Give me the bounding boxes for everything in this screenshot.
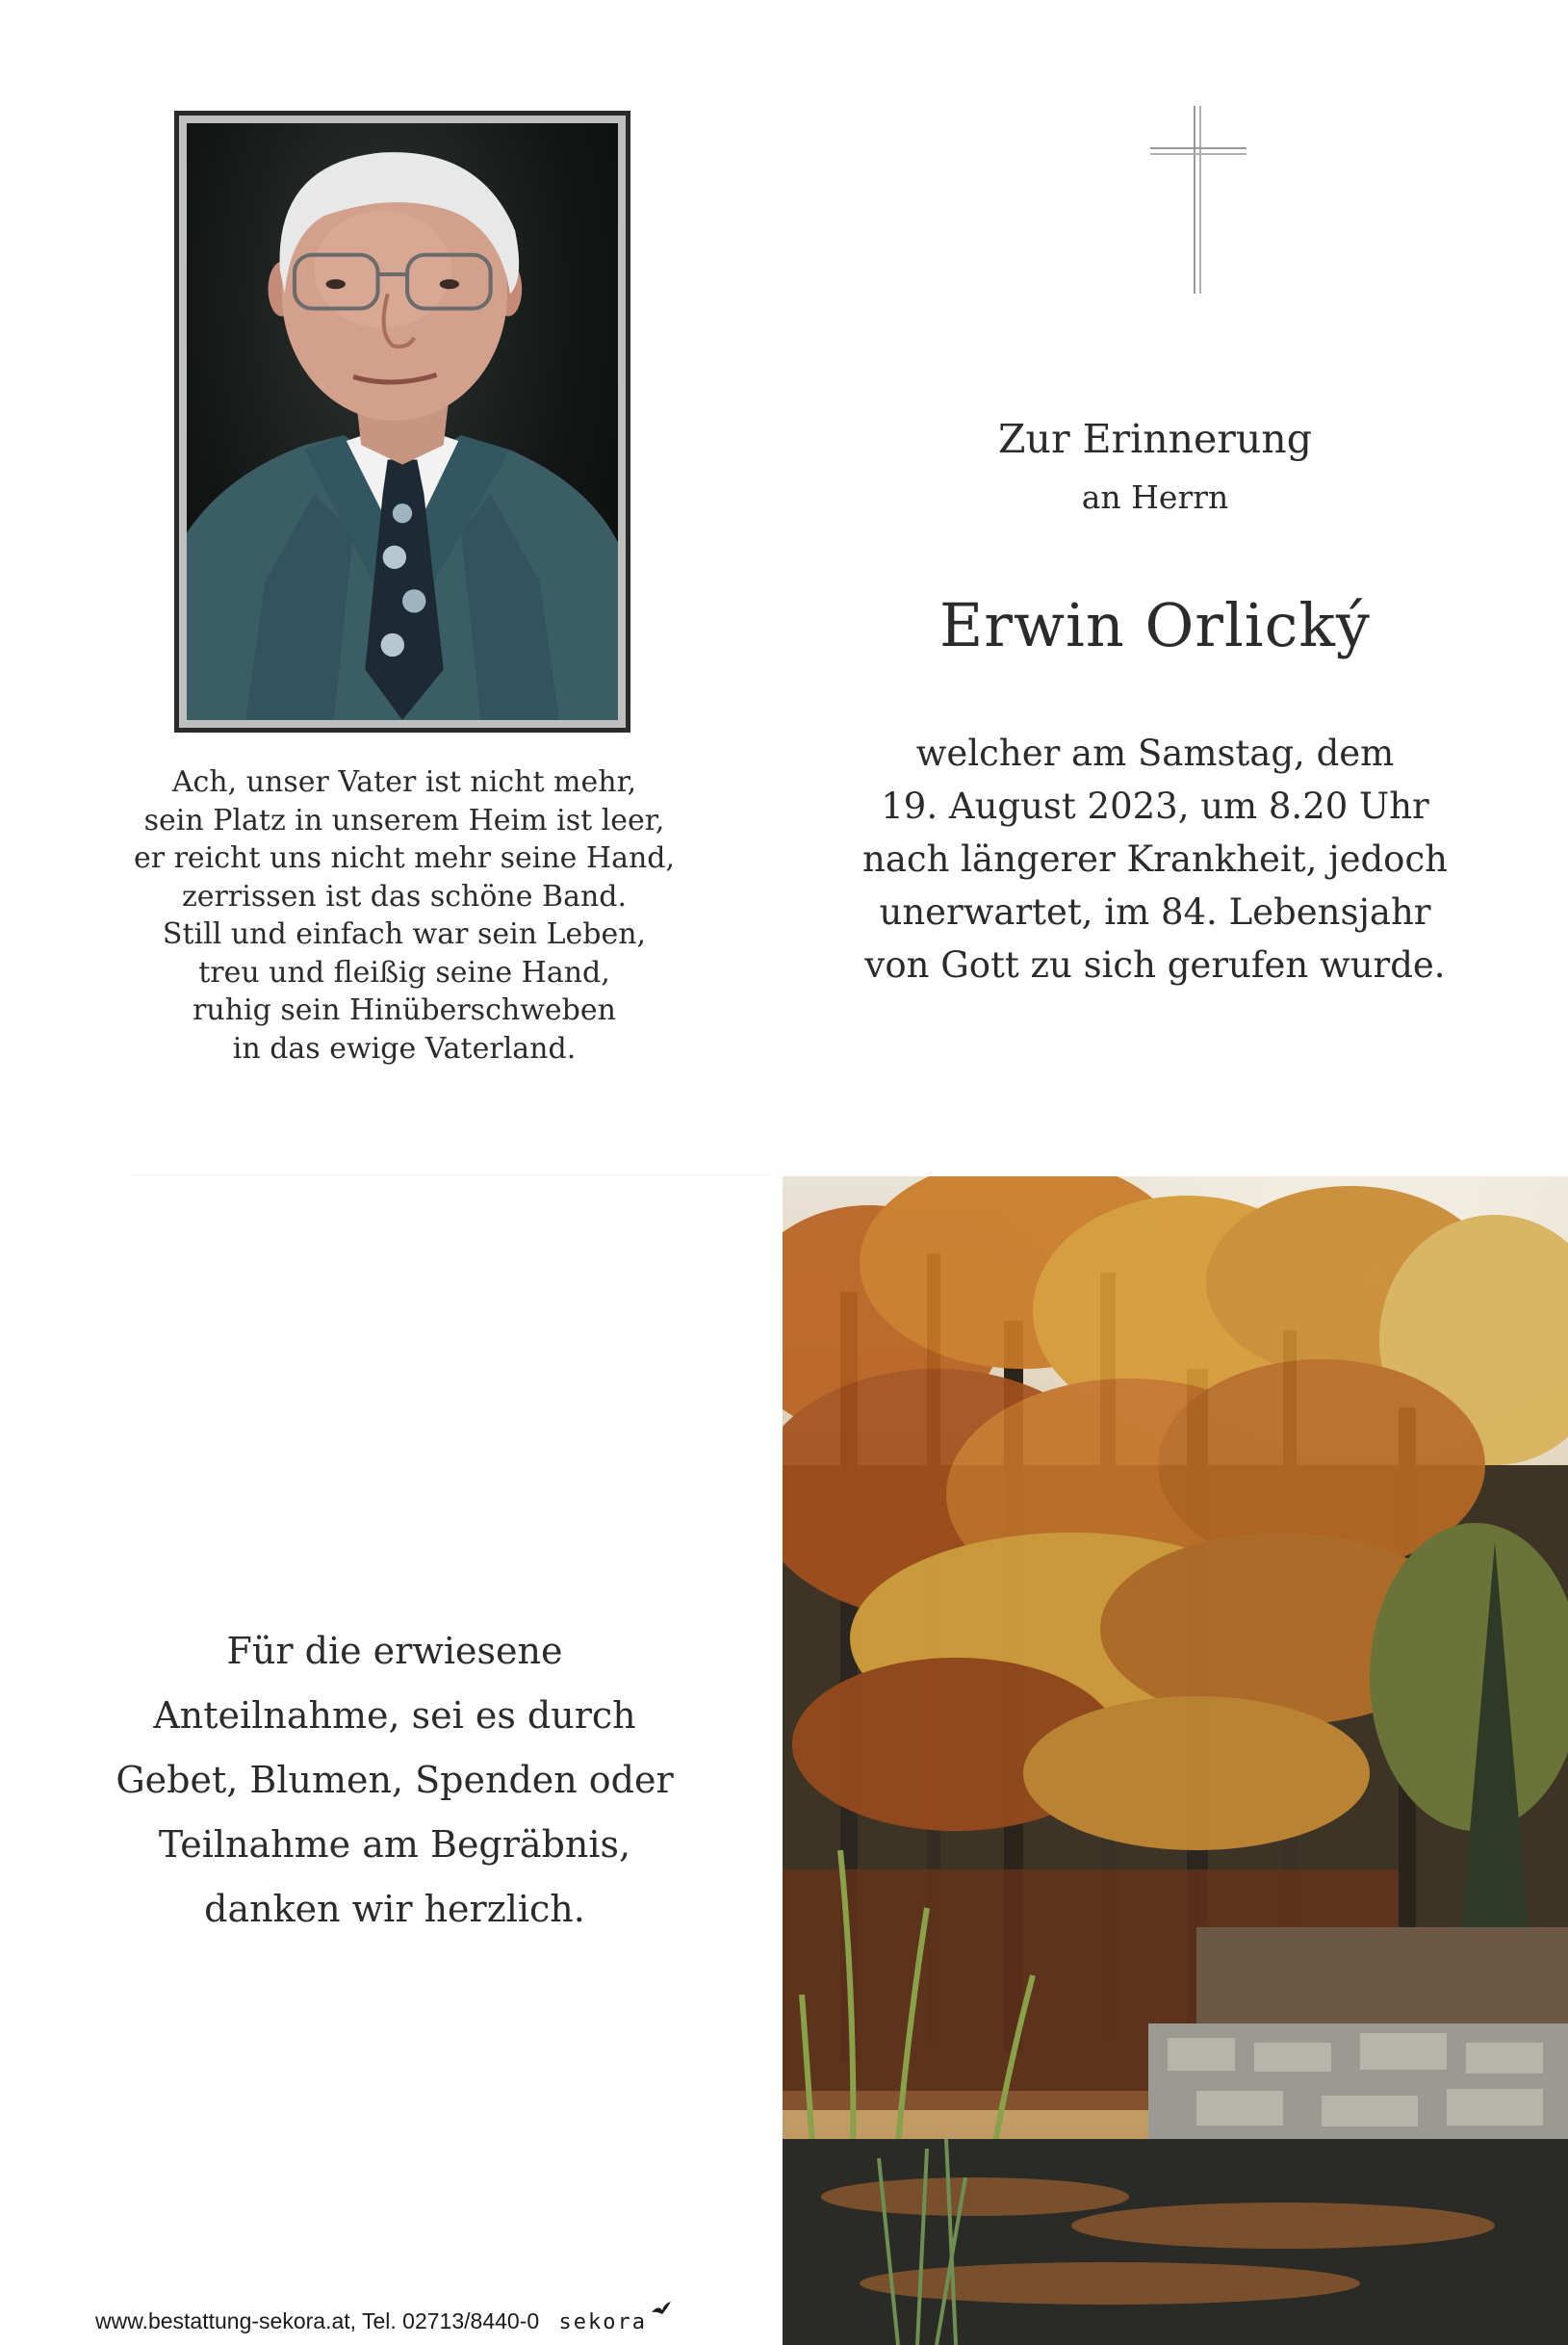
brand-name: sekora <box>558 2310 648 2334</box>
thanks-line: Für die erwiesene <box>226 1630 563 1672</box>
death-notice-line: unerwartet, im 84. Lebensjahr <box>879 891 1431 933</box>
brand-logo <box>559 2310 647 2334</box>
thanks-line: danken wir herzlich. <box>204 1888 585 1930</box>
death-notice-line: nach längerer Krankheit, jedoch <box>861 838 1448 880</box>
poem-line: treu und fleißig seine Hand, <box>198 955 610 990</box>
thanks-message <box>106 1619 683 1942</box>
poem-line: er reicht uns nicht mehr seine Hand, <box>133 841 676 875</box>
portrait-photo-frame <box>174 111 630 733</box>
bird-icon <box>651 2301 672 2318</box>
fold-divider <box>133 1174 768 1175</box>
honorific-text: an Herrn <box>1081 478 1229 516</box>
portrait-photo <box>187 123 618 720</box>
remembrance-heading: Zur Erinnerung <box>998 416 1312 462</box>
poem-line: sein Platz in unserem Heim ist leer, <box>143 803 665 838</box>
death-notice-line: welcher am Samstag, dem <box>915 733 1395 774</box>
portrait-illustration <box>187 123 618 720</box>
thanks-line: Gebet, Blumen, Spenden oder <box>116 1759 674 1801</box>
poem-line: Still und einfach war sein Leben, <box>162 917 647 951</box>
deceased-name: Erwin Orlický <box>939 590 1371 660</box>
death-notice <box>828 727 1482 992</box>
poem-line: zerrissen ist das schöne Band. <box>181 879 628 914</box>
death-notice-line: 19. August 2023, um 8.20 Uhr <box>881 786 1429 827</box>
death-notice-line: von Gott zu sich gerufen wurde. <box>864 944 1446 986</box>
cross-icon <box>1150 106 1247 294</box>
funeral-home-contact: www.bestattung-sekora.at, Tel. 02713/8440-0 <box>95 2308 540 2333</box>
poem-line: ruhig sein Hinüberschweben <box>193 993 616 1027</box>
autumn-landscape-photo <box>783 1176 1568 2345</box>
memorial-poem <box>116 763 693 1068</box>
thanks-line: Teilnahme am Begräbnis, <box>158 1823 631 1866</box>
poem-line: in das ewige Vaterland. <box>232 1031 577 1066</box>
footer <box>95 2308 769 2334</box>
portrait-photo-mat <box>179 116 626 728</box>
poem-line: Ach, unser Vater ist nicht mehr, <box>171 765 637 799</box>
landscape-illustration <box>783 1176 1568 2345</box>
thanks-line: Anteilnahme, sei es durch <box>153 1694 636 1737</box>
